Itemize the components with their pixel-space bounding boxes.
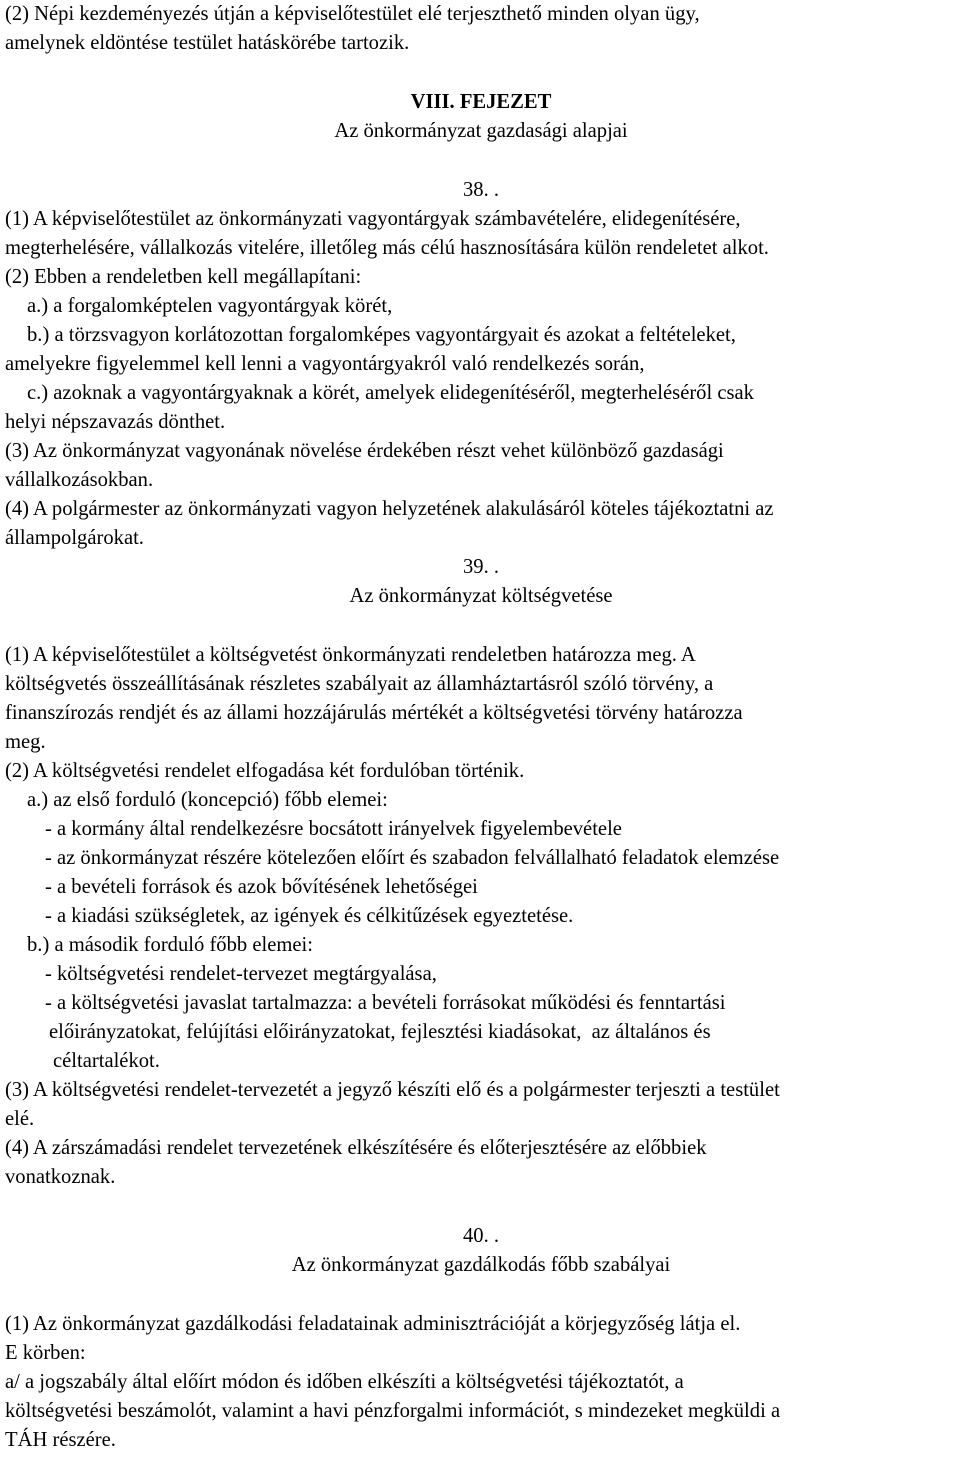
list-item: céltartalékot. [53, 1050, 160, 1072]
list-item: - a költségvetési javaslat tartalmazza: a bevételi forrásokat működési és fenntartási [45, 992, 726, 1014]
text-line: a/ a jogszabály által előírt módon és időben elkészíti a költségvetési tájékoztatót, a [5, 1371, 684, 1393]
section-39-number: 39. . [462, 556, 500, 578]
text-line: E körben: [5, 1342, 86, 1364]
text-line: (1) A képviselőtestület az önkormányzati vagyontárgyak számbavételére, elidegenítésére, [5, 208, 741, 230]
list-item: b.) a törzsvagyon korlátozottan forgalomképes vagyontárgyait és azokat a feltételeket, [27, 324, 736, 346]
text-line: (3) Az önkormányzat vagyonának növelése érdekében részt vehet különböző gazdasági [5, 440, 724, 462]
section-40-body [5, 1310, 957, 1455]
text-line: (3) A költségvetési rendelet-tervezetét a jegyző készíti elő és a polgármester terjeszti a testület [5, 1079, 780, 1101]
text-line: TÁH részére. [5, 1429, 116, 1451]
text-line: (2) A költségvetési rendelet elfogadása két fordulóban történik. [5, 760, 525, 782]
text-line: (2) Ebben a rendeletben kell megállapítani: [5, 266, 362, 288]
list-item: - az önkormányzat részére kötelezően előírt és szabadon felvállalható feladatok elemzése [45, 847, 780, 869]
text-line: (4) A polgármester az önkormányzati vagyon helyzetének alakulásáról köteles tájékoztatni az [5, 498, 774, 520]
section-38-number: 38. . [462, 179, 500, 201]
list-item: - a bevételi források és azok bővítésének lehetőségei [45, 876, 478, 898]
list-item: - költségvetési rendelet-tervezet megtárgyalása, [45, 963, 437, 985]
text-line: amelyekre figyelemmel kell lenni a vagyontárgyakról való rendelkezés során, [5, 353, 645, 375]
list-item: - a kiadási szükségletek, az igények és célkitűzések egyeztetése. [45, 905, 574, 927]
chapter-title: Az önkormányzat gazdasági alapjai [334, 120, 628, 142]
section-38-body [5, 205, 957, 553]
list-item: a.) a forgalomképtelen vagyontárgyak körét, [27, 295, 393, 317]
text-line: állampolgárokat. [5, 527, 144, 549]
text-line: (2) Népi kezdeményezés útján a képviselőtestület elé terjeszthető minden olyan ügy, [5, 3, 700, 25]
document-page [5, 0, 957, 1455]
text-line: költségvetés összeállításának részletes szabályait az államháztartásról szóló törvény, a [5, 673, 714, 695]
list-item: előirányzatokat, felújítási előirányzatokat, fejlesztési kiadásokat, az általános és [49, 1021, 711, 1043]
text-line: (1) A képviselőtestület a költségvetést önkormányzati rendeletben határozza meg. A [5, 644, 696, 666]
text-line: vonatkoznak. [5, 1166, 116, 1188]
list-item: c.) azoknak a vagyontárgyaknak a körét, amelyek elidegenítéséről, megterheléséről csak [27, 382, 754, 404]
list-item: b.) a második forduló főbb elemei: [27, 934, 313, 956]
section-39-body [5, 641, 957, 1192]
text-line: megterhelésére, vállalkozás vitelére, illetőleg más célú hasznosítására külön rendeletet alkot. [5, 237, 769, 259]
section-40-title: Az önkormányzat gazdálkodás főbb szabályai [291, 1254, 671, 1276]
text-line: meg. [5, 731, 46, 753]
chapter-number: VIII. FEJEZET [410, 91, 552, 113]
section-40-number: 40. . [462, 1225, 500, 1247]
list-item: a.) az első forduló (koncepció) főbb elemei: [27, 789, 388, 811]
intro-paragraph [5, 0, 957, 58]
text-line: elé. [5, 1108, 35, 1130]
text-line: költségvetési beszámolót, valamint a havi pénzforgalmi információt, s mindezeket megküldi a [5, 1400, 781, 1422]
text-line: vállalkozásokban. [5, 469, 154, 491]
text-line: (1) Az önkormányzat gazdálkodási feladatainak adminisztrációját a körjegyzőség látja el. [5, 1313, 741, 1335]
text-line: finanszírozás rendjét és az állami hozzájárulás mértékét a költségvetési törvény határozza [5, 702, 743, 724]
text-line: helyi népszavazás dönthet. [5, 411, 226, 433]
text-line: amelynek eldöntése testület hatáskörébe tartozik. [5, 32, 410, 54]
section-39-title: Az önkormányzat költségvetése [349, 585, 613, 607]
text-line: (4) A zárszámadási rendelet tervezetének elkészítésére és előterjesztésére az előbbiek [5, 1137, 707, 1159]
list-item: - a kormány által rendelkezésre bocsátott irányelvek figyelembevétele [45, 818, 622, 840]
